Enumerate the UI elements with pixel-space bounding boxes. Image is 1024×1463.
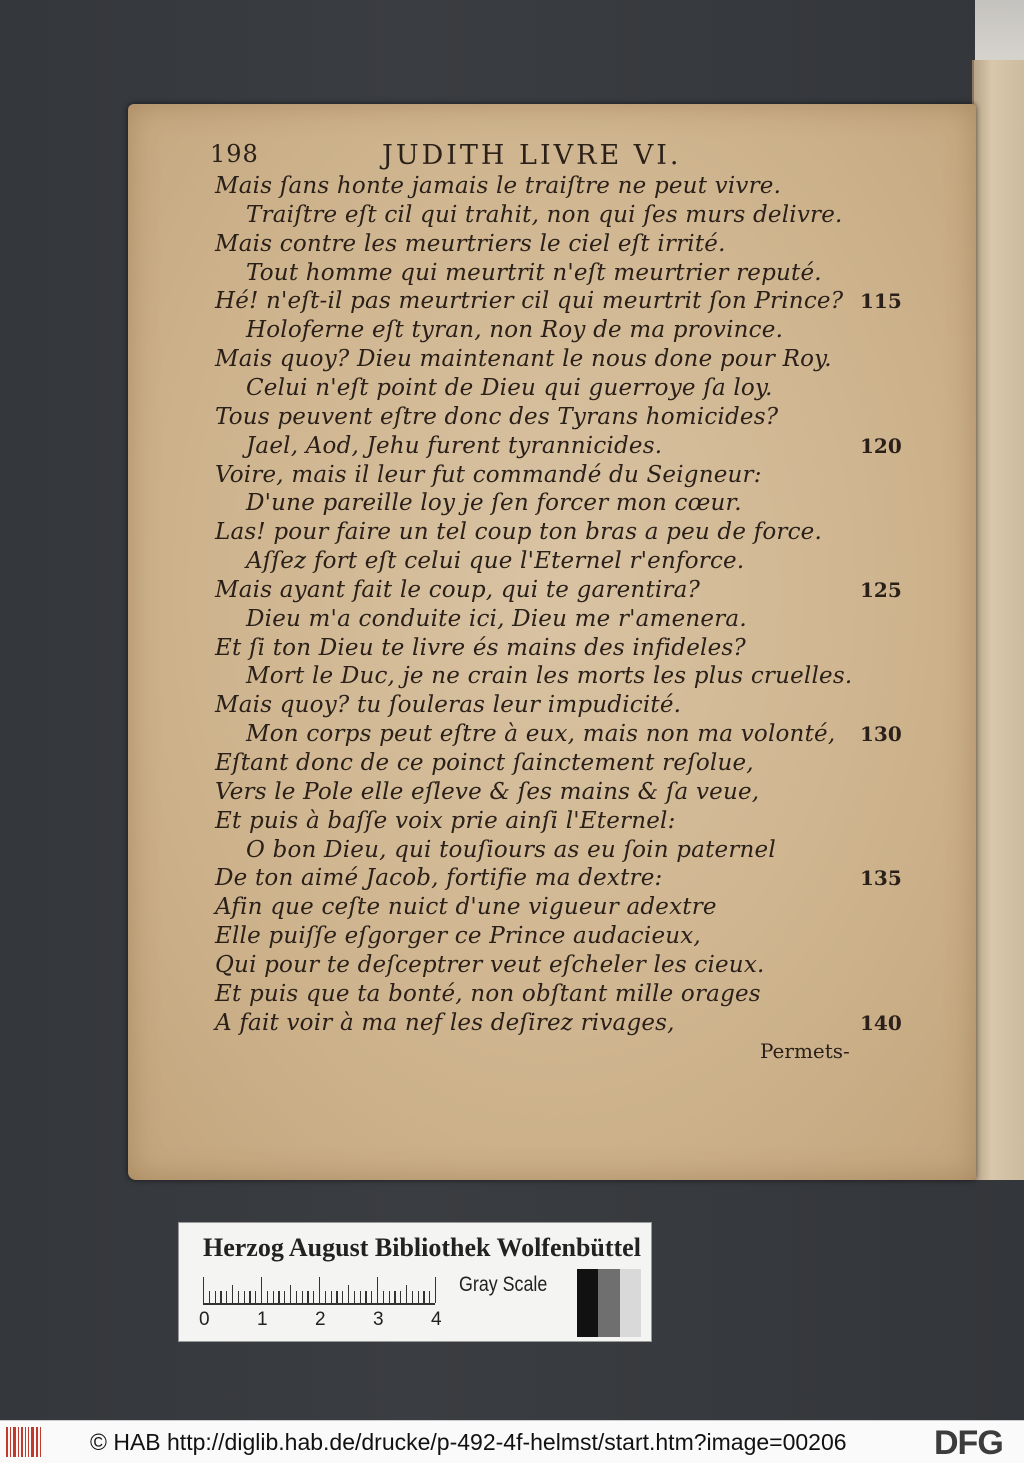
ruler-tick: [400, 1291, 401, 1303]
line-number: 140: [860, 1010, 902, 1035]
verse-line: Mais quoy? tu ſouleras leur impudicité.: [215, 692, 682, 719]
verse-block: [0, 172, 1024, 1072]
verse-line: Mort le Duc, je ne crain les morts les plus cruelles.: [246, 663, 853, 690]
running-head-title: JUDITH LIVRE VI.: [382, 140, 682, 171]
ruler-tick: [296, 1291, 297, 1303]
verse-line: Qui pour te deſceptrer veut eſcheler les cieux.: [215, 951, 765, 978]
gray-swatch: [577, 1269, 598, 1337]
ruler-tick: [348, 1285, 349, 1303]
ruler-tick: [226, 1291, 227, 1303]
running-head: [210, 140, 900, 174]
ruler-tick: [412, 1291, 413, 1303]
verse-line: D'une pareille loy je ſen forcer mon cœur.: [246, 490, 742, 517]
line-number: 125: [860, 577, 902, 602]
barcode-bar: [31, 1427, 34, 1457]
verse-line: Dieu m'a conduite ici, Dieu me r'amenera.: [246, 605, 747, 632]
hab-barcode-icon: [6, 1427, 48, 1457]
verse-line: Et puis que ta bonté, non obſtant mille orages: [215, 980, 761, 1007]
ruler-tick: [290, 1285, 291, 1303]
ruler-tick: [423, 1291, 424, 1303]
ruler-label: 3: [373, 1309, 384, 1330]
verse-line: Et ſi ton Dieu te livre és mains des infideles?: [215, 634, 746, 661]
barcode-bar: [36, 1427, 38, 1457]
ruler-tick: [278, 1291, 279, 1303]
verse-line: Mais ſans honte jamais le traiſtre ne peut vivre.: [215, 173, 782, 199]
ruler-tick: [215, 1291, 216, 1303]
barcode-bar: [25, 1427, 26, 1457]
ruler-tick: [377, 1277, 378, 1303]
page-number: 198: [210, 140, 259, 168]
verse-line: Aſſez fort eſt celui que l'Eternel r'enforce.: [246, 548, 745, 575]
ruler-tick: [284, 1291, 285, 1303]
ruler-label: 1: [257, 1309, 268, 1330]
ruler-tick: [429, 1291, 430, 1303]
verse-line: A fait voir à ma nef les deſirez rivages,: [215, 1009, 675, 1036]
verse-line: Traiſtre eſt cil qui trahit, non qui ſes murs delivre.: [246, 201, 843, 228]
barcode-bar: [40, 1427, 41, 1457]
ruler-tick: [406, 1285, 407, 1303]
verse-line: Eſtant donc de ce poinct ſainctement reſolue,: [215, 750, 754, 776]
footer-bar: [0, 1420, 1024, 1463]
verse-line: De ton aimé Jacob, fortifie ma dextre:: [215, 865, 663, 892]
verse-line: Vers le Pole elle eſleve & ſes mains & ſa veue,: [215, 778, 760, 805]
ruler-tick: [232, 1285, 233, 1303]
verse-line: Hé! n'eſt-il pas meurtrier cil qui meurtrit ſon Prince?: [215, 288, 844, 315]
barcode-bar: [21, 1427, 23, 1457]
ruler-tick: [220, 1291, 221, 1303]
verse-line: Tout homme qui meurtrit n'eſt meurtrier reputé.: [246, 259, 822, 286]
verse-line: Las! pour faire un tel coup ton bras a peu de force.: [215, 519, 823, 546]
cm-ruler: [203, 1277, 435, 1305]
ruler-tick: [371, 1291, 372, 1303]
verse-line: Mais quoy? Dieu maintenant le nous done pour Roy.: [215, 346, 832, 373]
ruler-tick: [435, 1277, 436, 1303]
gray-swatch: [598, 1269, 619, 1337]
ruler-tick: [261, 1277, 262, 1303]
ruler-label: 2: [315, 1309, 326, 1330]
verse-line: Jael, Aod, Jehu furent tyrannicides.: [246, 432, 663, 459]
ruler-tick: [307, 1291, 308, 1303]
ruler-tick: [302, 1291, 303, 1303]
ruler-tick: [394, 1291, 395, 1303]
line-number: 130: [860, 722, 902, 747]
footer-copyright-link[interactable]: © HAB http://diglib.hab.de/drucke/p-492-4f-helmst/start.htm?image=00206: [90, 1429, 847, 1455]
gray-swatch: [620, 1269, 641, 1337]
ruler-tick: [249, 1291, 250, 1303]
ruler-tick: [383, 1291, 384, 1303]
ruler-tick: [342, 1291, 343, 1303]
gray-scale-label: Gray Scale: [459, 1273, 548, 1296]
ruler-tick: [313, 1291, 314, 1303]
verse-line: Tous peuvent eſtre donc des Tyrans homicides?: [215, 403, 779, 430]
ruler-tick: [331, 1291, 332, 1303]
ruler-tick: [365, 1291, 366, 1303]
barcode-bar: [6, 1427, 8, 1457]
ruler-label: 4: [431, 1309, 442, 1330]
verse-line: Voire, mais il leur fut commandé du Seigneur:: [215, 461, 762, 488]
ruler-tick: [255, 1291, 256, 1303]
ruler-tick: [354, 1291, 355, 1303]
ruler-tick: [267, 1291, 268, 1303]
ruler-tick: [418, 1291, 419, 1303]
dfg-logo: DFG: [934, 1424, 1003, 1462]
ruler-tick: [238, 1291, 239, 1303]
verse-line: Afin que ceſte nuict d'une vigueur adextre: [215, 894, 717, 921]
verse-line: Mon corps peut eſtre à eux, mais non ma volonté,: [246, 721, 836, 748]
ruler-tick: [389, 1291, 390, 1303]
ruler-tick: [209, 1291, 210, 1303]
barcode-bar: [18, 1427, 19, 1457]
gray-scale-card: [178, 1222, 652, 1342]
gray-swatches: [577, 1269, 641, 1337]
library-name: Herzog August Bibliothek Wolfenbüttel: [203, 1233, 641, 1262]
verse-line: Mais ayant fait le coup, qui te garentira?: [215, 576, 701, 603]
barcode-bar: [13, 1427, 16, 1457]
verse-line: Mais contre les meurtriers le ciel eſt irrité.: [215, 230, 726, 257]
line-number: 135: [860, 866, 902, 891]
line-number: 115: [860, 289, 902, 314]
verse-line: Et puis à baſſe voix prie ainſi l'Eternel:: [215, 807, 676, 834]
ruler-tick: [203, 1277, 204, 1303]
ruler-tick: [319, 1277, 320, 1303]
line-number: 120: [860, 433, 902, 458]
catchword: Permets-: [760, 1039, 850, 1063]
ruler-tick: [360, 1291, 361, 1303]
ruler-tick: [273, 1291, 274, 1303]
verse-line: Elle puiſſe eſgorger ce Prince audacieux,: [215, 923, 701, 950]
ruler-label: 0: [199, 1309, 210, 1330]
barcode-bar: [28, 1427, 29, 1457]
verse-line: Holoferne eſt tyran, non Roy de ma province.: [246, 317, 784, 344]
ruler-tick: [325, 1291, 326, 1303]
ruler-labels: [199, 1309, 463, 1333]
verse-line: Celui n'eſt point de Dieu qui guerroye ſa loy.: [246, 374, 773, 401]
ruler-tick: [244, 1291, 245, 1303]
verse-line: O bon Dieu, qui touſiours as eu ſoin paternel: [246, 836, 776, 863]
barcode-bar: [10, 1427, 11, 1457]
ruler-tick: [336, 1291, 337, 1303]
